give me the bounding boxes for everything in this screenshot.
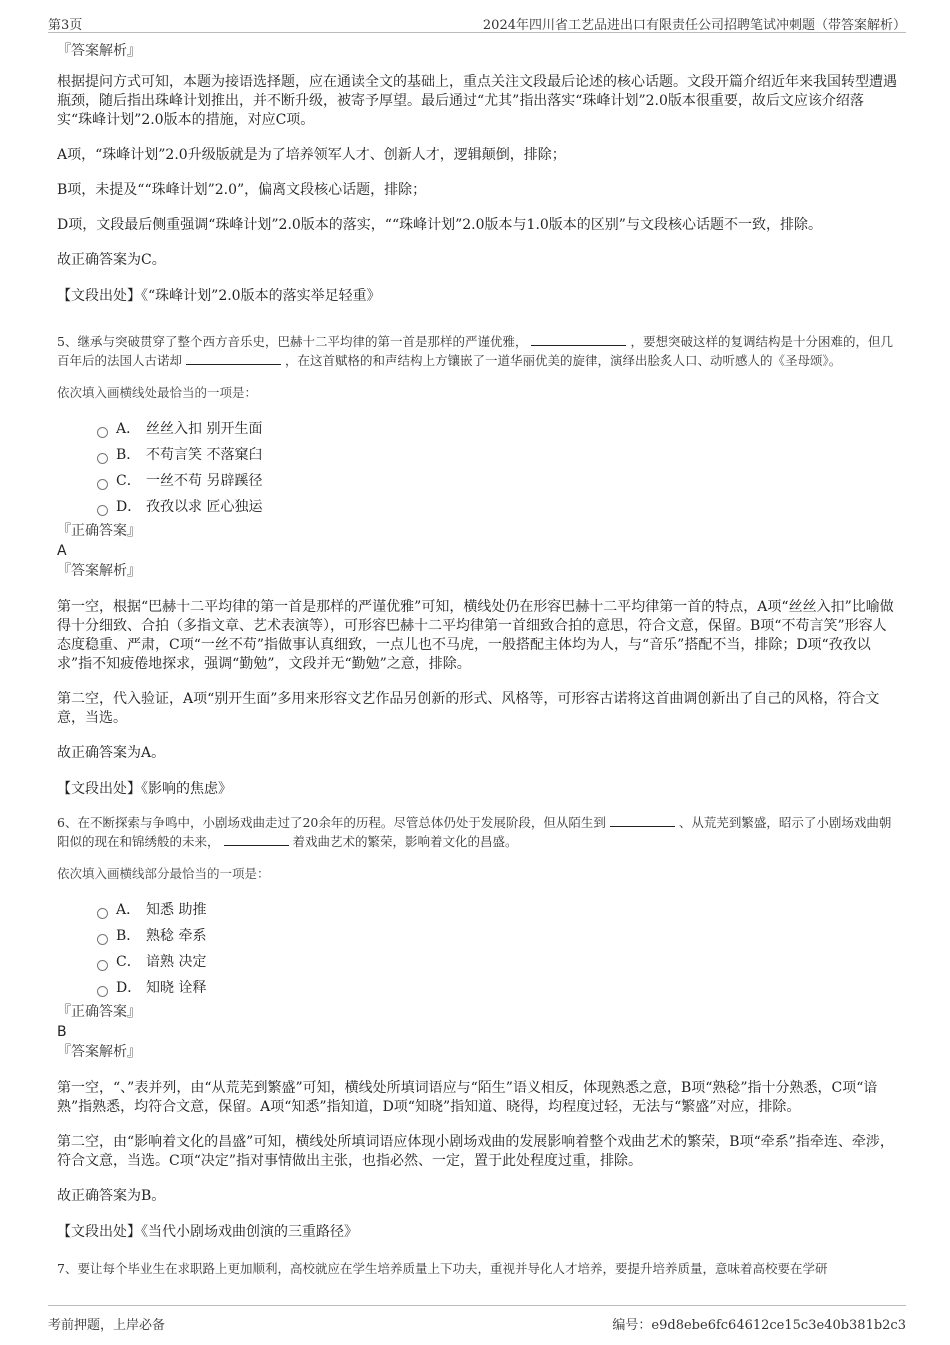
question-7 bbox=[57, 1260, 898, 1278]
option-c[interactable] bbox=[97, 949, 898, 975]
page-footer bbox=[48, 1305, 906, 1336]
stem-text: ，要想突破这样的复调结构是十分困难的，但几百年后的法国人古诺却 bbox=[57, 334, 893, 368]
question-6 bbox=[57, 813, 898, 1242]
option-a[interactable] bbox=[97, 897, 898, 923]
fill-blank bbox=[610, 814, 675, 827]
option-key: A． bbox=[116, 902, 141, 918]
option-key: B． bbox=[116, 447, 141, 463]
footer-slogan: 考前押题，上岸必备 bbox=[48, 1318, 166, 1333]
analysis-paragraph: 第二空，代入验证，A项“别开生面”多用来形容文艺作品另创新的形式、风格等，可形容古诺将这首曲调创新出了自己的风格，符合文意，当选。 bbox=[57, 691, 880, 726]
option-text: 知悉 助推 bbox=[146, 902, 207, 918]
question-stem: 7、要让每个毕业生在求职路上更加顺利，高校就应在学生培养质量上下功夫，重视并导化人才培养，要提升培养质量，意味着高校要在学研 bbox=[57, 1261, 828, 1276]
option-text: 一丝不苟 另辟蹊径 bbox=[146, 473, 263, 489]
fill-blank bbox=[224, 833, 289, 846]
radio-icon[interactable] bbox=[97, 453, 108, 464]
option-text: 不苟言笑 不落窠臼 bbox=[146, 447, 263, 463]
radio-icon[interactable] bbox=[97, 908, 108, 919]
analysis-label: 『答案解析』 bbox=[57, 1044, 141, 1060]
analysis-paragraph: 根据提问方式可知，本题为接语选择题，应在通读全文的基础上，重点关注文段最后论述的核心话题。文段开篇介绍近年来我国转型遭遇瓶颈，随后指出珠峰计划推出，并不断升级，被寄予厚望。最后通过“尤其”指出落实“珠峰计划”2.0版本很重要，故后文应该介绍落实“珠峰计划”2.0版本的措施，对应C项。 bbox=[57, 74, 897, 128]
source-citation: 【文段出处】《“珠峰计划”2.0版本的落实举足轻重》 bbox=[57, 288, 381, 304]
stem-text: 5、继承与突破贯穿了整个西方音乐史，巴赫十二平均律的第一首是那样的严谨优雅， bbox=[57, 334, 528, 349]
page-header bbox=[48, 10, 906, 33]
question-instruction: 依次填入画横线部分最恰当的一项是： bbox=[57, 866, 270, 881]
option-list bbox=[97, 416, 898, 520]
question-5 bbox=[57, 332, 898, 799]
correct-answer: A bbox=[57, 543, 67, 559]
option-b[interactable] bbox=[97, 442, 898, 468]
option-text: 孜孜以求 匠心独运 bbox=[146, 499, 263, 515]
analysis-paragraph: A项，“珠峰计划”2.0升级版就是为了培养领军人才、创新人才，逻辑颠倒，排除； bbox=[57, 147, 566, 163]
document-title: 2024年四川省工艺品进出口有限责任公司招聘笔试冲刺题（带答案解析） bbox=[482, 18, 906, 33]
source-citation: 【文段出处】《当代小剧场戏曲创演的三重路径》 bbox=[57, 1224, 358, 1240]
analysis-paragraph: 第一空，“、”表并列，由“从荒芜到繁盛”可知，横线处所填词语应与“陌生”语义相反，体现熟悉之意，B项“熟稔”指十分熟悉，C项“谙熟”指熟悉，均符合文意，保留。A项“知悉”指知道，D项“知晓”指知道、晓得，均程度过轻，无法与“繁盛”对应，排除。 bbox=[57, 1080, 878, 1115]
radio-icon[interactable] bbox=[97, 960, 108, 971]
option-list bbox=[97, 897, 898, 1001]
analysis-label: 『答案解析』 bbox=[57, 43, 141, 59]
fill-blank bbox=[531, 333, 626, 346]
question-4-analysis bbox=[57, 40, 898, 306]
option-a[interactable] bbox=[97, 416, 898, 442]
radio-icon[interactable] bbox=[97, 427, 108, 438]
option-key: D． bbox=[116, 499, 142, 515]
stem-text: 6、在不断探索与争鸣中，小剧场戏曲走过了20余年的历程。尽管总体仍处于发展阶段，但从陌生到 bbox=[57, 815, 606, 830]
option-key: A． bbox=[116, 421, 141, 437]
analysis-paragraph: D项，文段最后侧重强调“珠峰计划”2.0版本的落实，““珠峰计划”2.0版本与1.0版本的区别”与文段核心话题不一致，排除。 bbox=[57, 217, 822, 233]
answer-label: 『正确答案』 bbox=[57, 1004, 141, 1020]
option-d[interactable] bbox=[97, 975, 898, 1001]
option-c[interactable] bbox=[97, 468, 898, 494]
question-stem bbox=[57, 332, 898, 370]
option-text: 知晓 诠释 bbox=[146, 980, 207, 996]
analysis-label: 『答案解析』 bbox=[57, 563, 141, 579]
page-number: 第3页 bbox=[48, 18, 83, 33]
answer-label: 『正确答案』 bbox=[57, 523, 141, 539]
option-b[interactable] bbox=[97, 923, 898, 949]
question-stem bbox=[57, 813, 898, 851]
source-citation: 【文段出处】《影响的焦虑》 bbox=[57, 781, 232, 797]
option-key: C． bbox=[116, 473, 141, 489]
analysis-paragraph: B项，未提及““珠峰计划”2.0”，偏离文段核心话题，排除； bbox=[57, 182, 427, 198]
radio-icon[interactable] bbox=[97, 505, 108, 516]
fill-blank bbox=[186, 352, 281, 365]
analysis-paragraph: 第二空，由“影响着文化的昌盛”可知，横线处所填词语应体现小剧场戏曲的发展影响着整个戏曲艺术的繁荣，B项“牵系”指牵连、牵涉，符合文意，当选。C项“决定”指对事情做出主张，也指必然、一定，置于此处程度过重，排除。 bbox=[57, 1134, 894, 1169]
stem-text: 着戏曲艺术的繁荣，影响着文化的昌盛。 bbox=[292, 834, 518, 849]
analysis-paragraph: 第一空，根据“巴赫十二平均律的第一首是那样的严谨优雅”可知，横线处仍在形容巴赫十二平均律第一首的特点，A项“丝丝入扣”比喻做得十分细致、合拍（多指文章、艺术表演等），可形容巴赫十二平均律第一首细致合拍的意思，符合文意，保留。B项“不苟言笑”形容人态度稳重、严肃，C项“一丝不苟”指做事认真细致，一点儿也不马虎，一般搭配主体均为人，与“音乐”搭配不当，排除；D项“孜孜以求”指不知疲倦地探求，强调“勤勉”，文段并无“勤勉”之意，排除。 bbox=[57, 599, 894, 672]
option-text: 谙熟 决定 bbox=[146, 954, 207, 970]
option-text: 熟稔 牵系 bbox=[146, 928, 207, 944]
answer-conclusion: 故正确答案为B。 bbox=[57, 1188, 166, 1204]
option-key: D． bbox=[116, 980, 142, 996]
option-key: B． bbox=[116, 928, 141, 944]
document-id: 编号：e9d8ebe6fc64612ce15c3e40b381b2c3 bbox=[612, 1318, 906, 1333]
stem-text: 、从荒芜到繁盛，昭示了小剧场戏曲朝阳似的现在和锦绣般的未来， bbox=[57, 815, 892, 849]
option-text: 丝丝入扣 别开生面 bbox=[146, 421, 263, 437]
option-key: C． bbox=[116, 954, 141, 970]
correct-answer: B bbox=[57, 1024, 67, 1040]
radio-icon[interactable] bbox=[97, 934, 108, 945]
page-content bbox=[57, 40, 898, 1295]
radio-icon[interactable] bbox=[97, 986, 108, 997]
answer-conclusion: 故正确答案为C。 bbox=[57, 252, 166, 268]
radio-icon[interactable] bbox=[97, 479, 108, 490]
answer-conclusion: 故正确答案为A。 bbox=[57, 745, 166, 761]
question-instruction: 依次填入画横线处最恰当的一项是： bbox=[57, 385, 258, 400]
option-d[interactable] bbox=[97, 494, 898, 520]
stem-text: ，在这首赋格的和声结构上方镶嵌了一道华丽优美的旋律，演绎出脍炙人口、动听感人的《圣母颂》。 bbox=[285, 353, 842, 368]
